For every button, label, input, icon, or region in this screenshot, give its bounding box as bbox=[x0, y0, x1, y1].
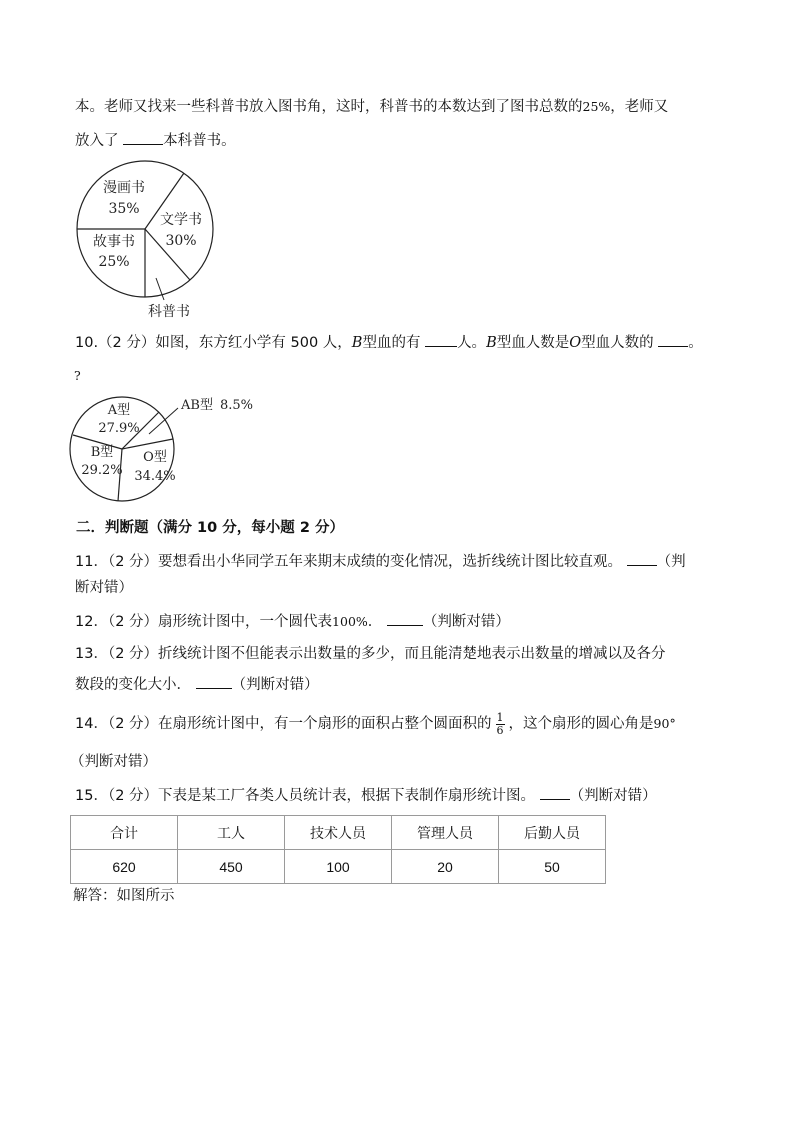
table-header-cell: 管理人员 bbox=[392, 816, 499, 850]
q10-mid4: 型血人数的 bbox=[581, 335, 654, 351]
table-header-cell: 工人 bbox=[178, 816, 285, 850]
q12-line bbox=[75, 611, 510, 632]
staff-table bbox=[70, 815, 606, 884]
pie2-value-o: 34.4% bbox=[134, 469, 176, 484]
q12-text: 12．（2 分）扇形统计图中，一个圆代表 bbox=[75, 614, 333, 630]
q10-question-mark: ? bbox=[74, 368, 81, 383]
q10-line bbox=[75, 332, 703, 353]
pie1-value-comic: 35% bbox=[108, 201, 140, 217]
pie1-callout-line bbox=[156, 278, 164, 300]
q9-line2-suffix: 本科普书。 bbox=[163, 133, 236, 149]
q13-suffix: （判断对错） bbox=[231, 677, 319, 693]
table-cell: 50 bbox=[499, 850, 606, 884]
q9-percent: 25% bbox=[582, 99, 611, 114]
blood-type-pie-chart bbox=[62, 390, 262, 512]
q10-var-b: B bbox=[351, 335, 363, 351]
pie1-value-literature: 30% bbox=[165, 233, 197, 249]
table-cell: 620 bbox=[71, 850, 178, 884]
q10-blank-1[interactable] bbox=[425, 332, 457, 347]
q14-mid: ，这个扇形的圆心角是 bbox=[508, 716, 654, 732]
q12-mid: ． bbox=[367, 614, 383, 630]
q15-answer-blank[interactable] bbox=[540, 785, 570, 800]
pie1-label-comic: 漫画书 bbox=[103, 180, 145, 196]
q10-mid2: 人。 bbox=[457, 335, 487, 351]
pie2-label-a: A型 bbox=[107, 403, 131, 418]
q9-answer-blank[interactable] bbox=[123, 130, 163, 145]
pie2-value-ab: 8.5% bbox=[220, 398, 254, 413]
pie2-label-ab: AB型 bbox=[181, 398, 213, 413]
pie2-label-o: O型 bbox=[143, 450, 167, 465]
q10-var-b2: B bbox=[486, 335, 497, 351]
q9-line2-prefix: 放入了 bbox=[75, 133, 119, 149]
pie2-value-b: 29.2% bbox=[81, 463, 123, 478]
pie2-callout-line bbox=[149, 408, 178, 434]
q13-answer-blank[interactable] bbox=[196, 674, 232, 689]
q9-line2 bbox=[75, 130, 236, 151]
table-header-cell: 后勤人员 bbox=[499, 816, 606, 850]
q10-end: 。 bbox=[688, 335, 703, 351]
q14-fraction-numerator: 1 bbox=[496, 710, 504, 724]
q13-line2 bbox=[75, 674, 319, 695]
q14-fraction bbox=[496, 712, 505, 737]
pie2-divider-right bbox=[122, 439, 173, 449]
q11-line2: 断对错） bbox=[75, 580, 133, 596]
table-header-cell: 合计 bbox=[71, 816, 178, 850]
q14-line1 bbox=[75, 709, 676, 739]
answer-text: 解答：如图所示 bbox=[73, 888, 175, 904]
pie1-label-story: 故事书 bbox=[93, 234, 135, 250]
q15-line bbox=[75, 785, 657, 806]
q10-var-o: O bbox=[569, 335, 582, 351]
table-cell: 450 bbox=[178, 850, 285, 884]
pie2-label-b: B型 bbox=[90, 445, 114, 460]
book-pie-chart bbox=[60, 160, 230, 320]
q11-answer-blank[interactable] bbox=[627, 551, 657, 566]
q10-blank-2[interactable] bbox=[658, 332, 688, 347]
q13-line1: 13．（2 分）折线统计图不但能表示出数量的多少，而且能清楚地表示出数量的增减以及各分 bbox=[75, 646, 666, 662]
q10-prefix: 10.（2 分）如图，东方红小学有 500 人， bbox=[75, 335, 352, 351]
q12-suffix: （判断对错） bbox=[422, 614, 510, 630]
table-cell: 20 bbox=[392, 850, 499, 884]
q11-suffix: （判 bbox=[656, 554, 686, 570]
pie1-label-science: 科普书 bbox=[148, 304, 190, 320]
q9-line1 bbox=[75, 97, 668, 117]
section-title: 二．判断题（满分 10 分，每小题 2 分） bbox=[76, 520, 344, 536]
pie1-label-literature: 文学书 bbox=[160, 212, 202, 228]
table-cell: 100 bbox=[285, 850, 392, 884]
pie1-value-story: 25% bbox=[98, 254, 130, 270]
q14-line2: （判断对错） bbox=[70, 754, 157, 770]
q9-text-end: ，老师又 bbox=[610, 99, 669, 115]
q14-text: 14．（2 分）在扇形统计图中，有一个扇形的面积占整个圆面积的 bbox=[75, 716, 492, 732]
table-row bbox=[71, 850, 606, 884]
q13-line2-text: 数段的变化大小． bbox=[75, 677, 191, 693]
q15-suffix: （判断对错） bbox=[569, 788, 657, 804]
q15-text: 15．（2 分）下表是某工厂各类人员统计表，根据下表制作扇形统计图。 bbox=[75, 788, 536, 804]
q10-mid3: 型血人数是 bbox=[496, 335, 570, 351]
q14-fraction-denominator: 6 bbox=[496, 723, 504, 737]
q12-answer-blank[interactable] bbox=[387, 611, 423, 626]
table-header-cell: 技术人员 bbox=[285, 816, 392, 850]
table-header-row bbox=[71, 816, 606, 850]
q14-degree: 90° bbox=[653, 716, 676, 731]
q9-text: 本。老师又找来一些科普书放入图书角，这时，科普书的本数达到了图书总数的 bbox=[75, 99, 583, 115]
pie2-value-a: 27.9% bbox=[98, 421, 140, 436]
q11-text: 11．（2 分）要想看出小华同学五年来期末成绩的变化情况，选折线统计图比较直观。 bbox=[75, 554, 623, 570]
q12-percent: 100% bbox=[332, 614, 368, 629]
q10-mid1: 型血的有 bbox=[362, 335, 421, 351]
q11-line1 bbox=[75, 551, 686, 572]
